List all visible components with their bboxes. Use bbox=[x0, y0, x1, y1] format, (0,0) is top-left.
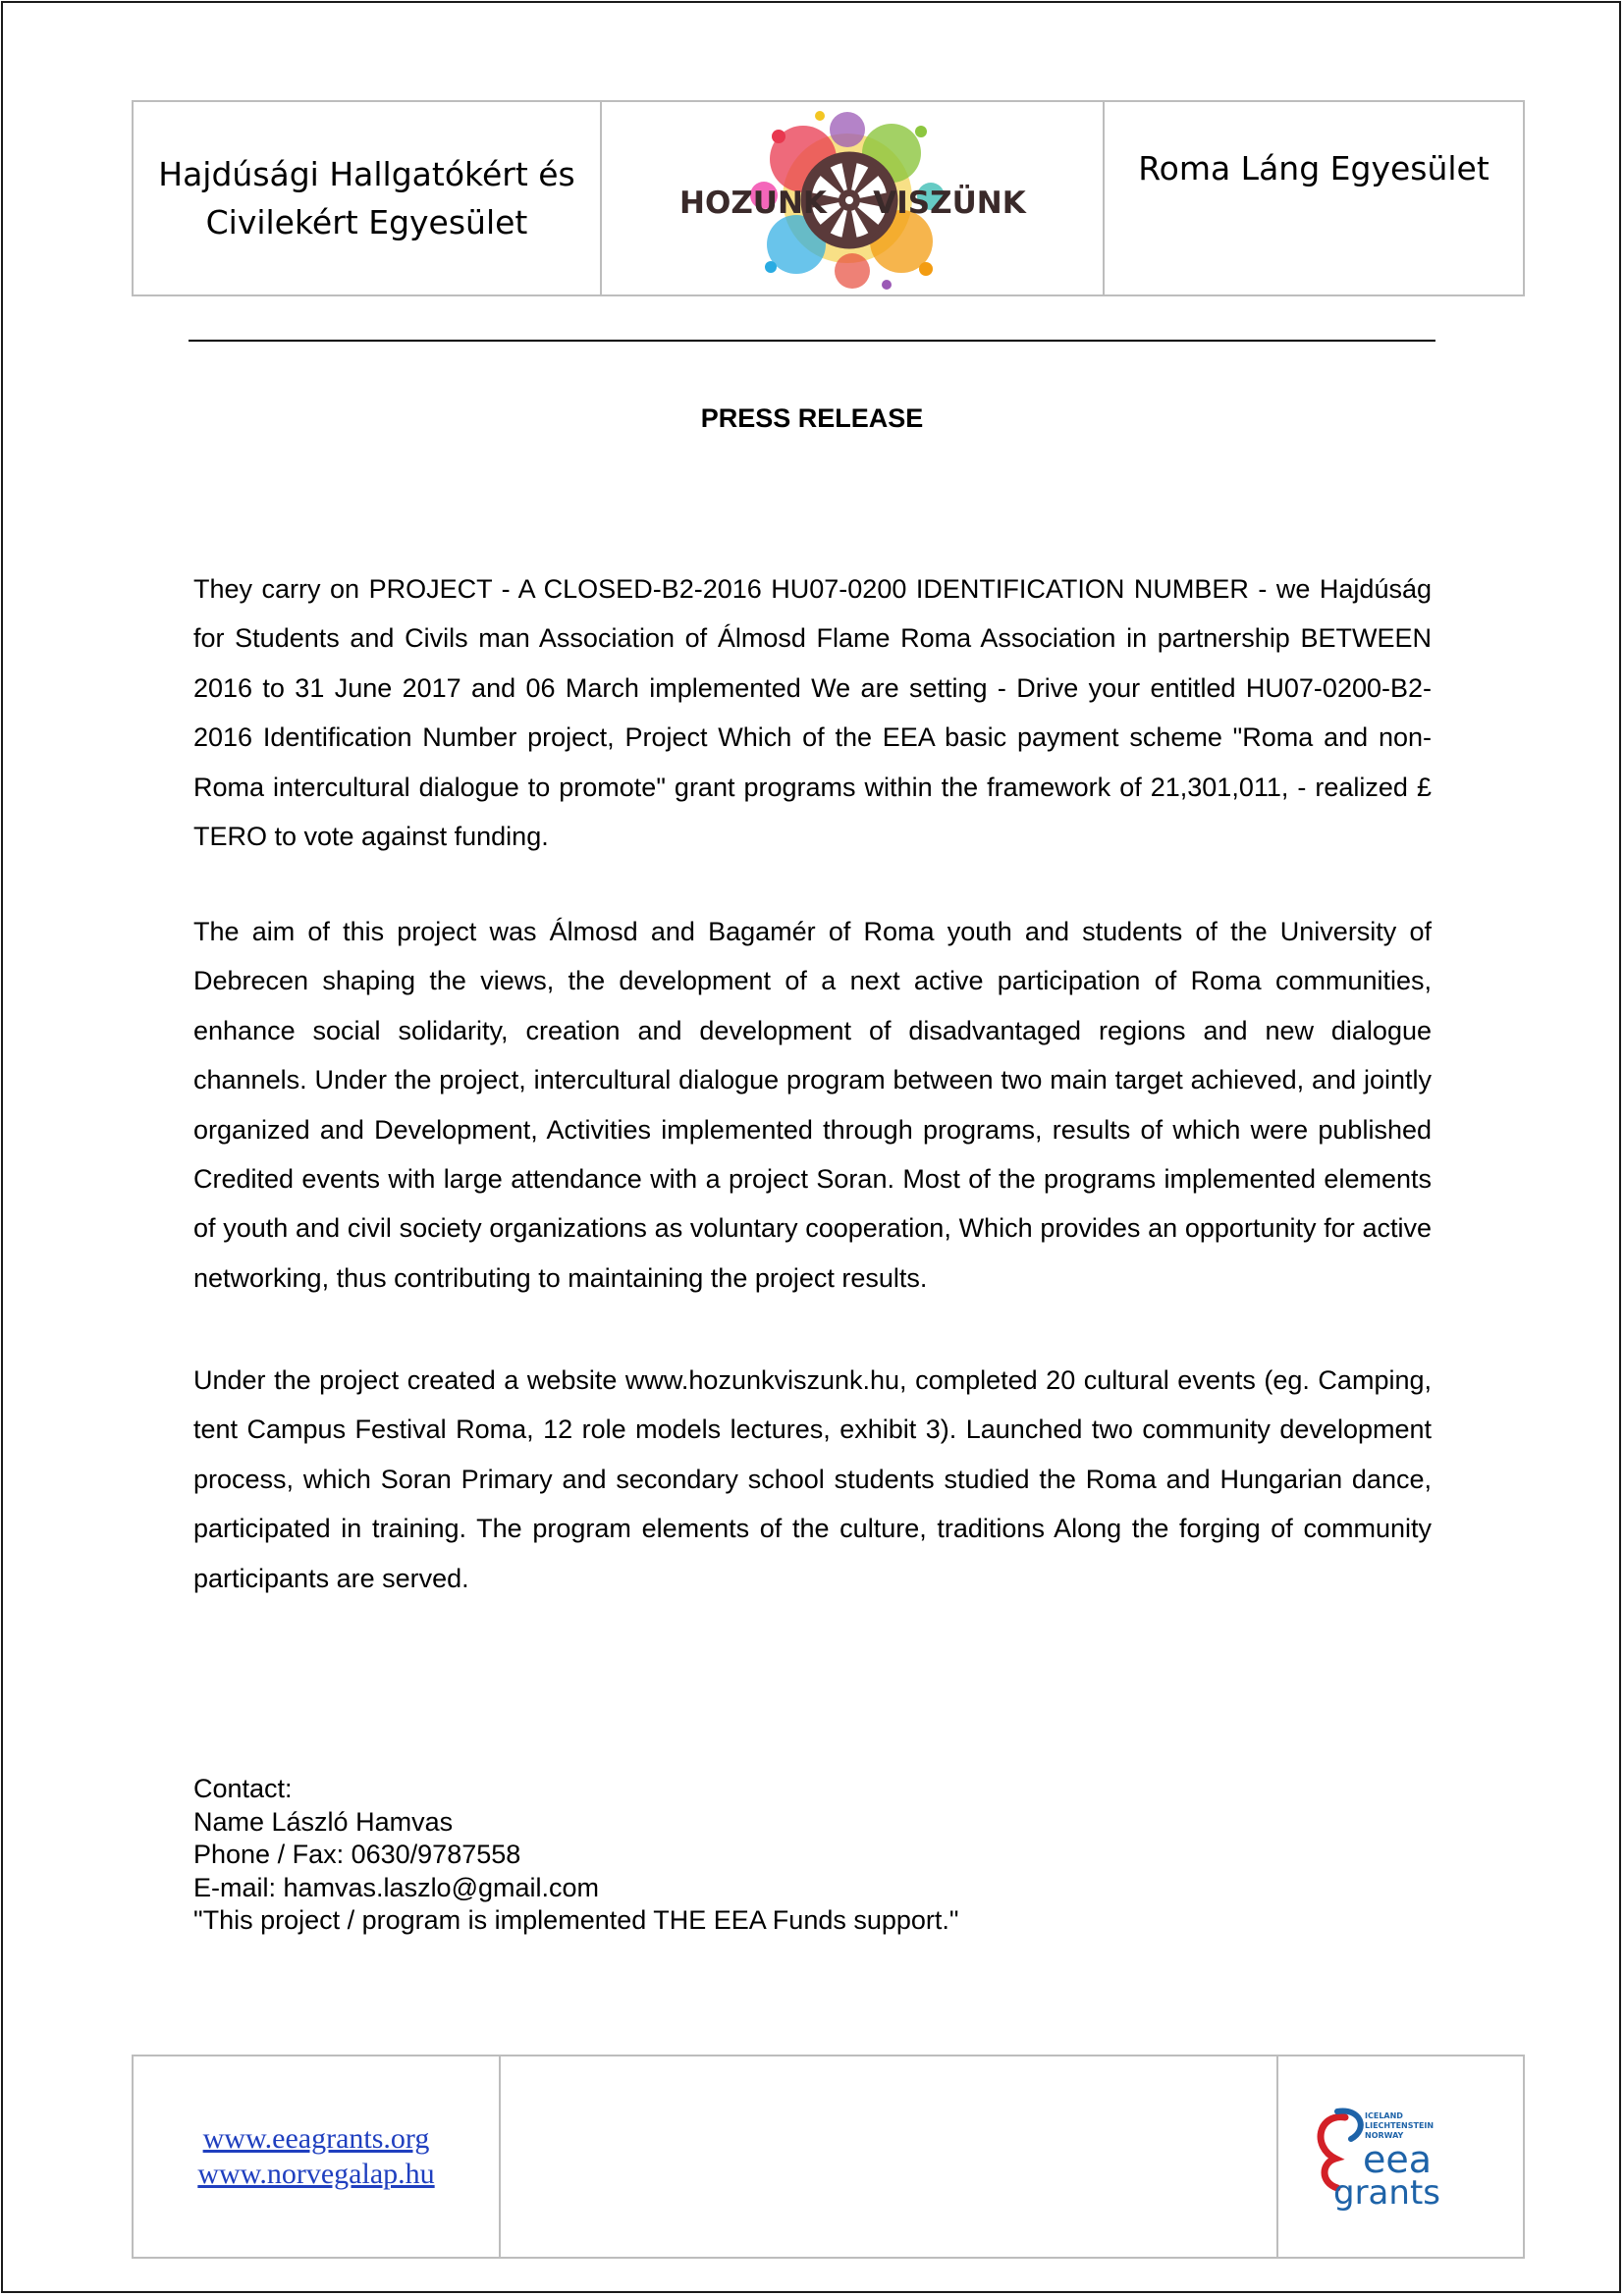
footer-cell-links bbox=[134, 2056, 501, 2257]
norvegalap-link[interactable]: www.norvegalap.hu bbox=[197, 2158, 435, 2190]
header-cell-logo bbox=[602, 102, 1105, 294]
logo-word-right: VISZÜNK bbox=[873, 186, 1026, 221]
contact-heading: Contact: bbox=[193, 1774, 293, 1803]
contact-block bbox=[193, 1773, 959, 1938]
paragraph-3: Under the project created a website www.hozunkviszunk.hu, completed 20 cultural events (eg. Camping, tent Campus Festival Roma, 12 role models lectures, exhibit 3). Launched two community development process, which Soran Primary and secondary school students studied the Roma and Hungarian dance, participated in training. The program elements of the culture, traditions Along the forging of community participants are served. bbox=[193, 1365, 1432, 1593]
eea-country-1: ICELAND bbox=[1365, 2111, 1403, 2120]
paragraph-1: They carry on PROJECT - A CLOSED-B2-2016 HU07-0200 IDENTIFICATION NUMBER - we Hajdúság for Students and Civils man Association of Álmosd Flame Roma Association in partnership BETWEEN 2016 to 31 June 2017 and 06 March implemented We are setting - Drive your entitled HU07-0200-B2-2016 Identification Number project, Project Which of the EEA basic payment scheme "Roma and non-Roma intercultural dialogue to promote" grant programs within the framework of 21,301,011, - realized £ TERO to vote against funding. bbox=[193, 574, 1432, 852]
footer-table bbox=[132, 2055, 1525, 2259]
footer-cell-empty bbox=[501, 2056, 1278, 2257]
grants-logo-word: grants bbox=[1333, 2173, 1440, 2213]
eea-country-2: LIECHTENSTEIN bbox=[1365, 2121, 1435, 2130]
contact-phone: Phone / Fax: 0630/9787558 bbox=[193, 1840, 521, 1870]
contact-name: Name László Hamvas bbox=[193, 1806, 454, 1837]
org-name-right: Roma Láng Egyesület bbox=[1138, 149, 1489, 187]
paragraph-2: The aim of this project was Álmosd and Bagamér of Roma youth and students of the University of Debrecen shaping the views, the development of a next active participation of Roma communities, enhance social solidarity, creation and development of disadvantaged regions and new dialogue channels. Under the project, intercultural dialogue program between two main target achieved, and jointly organized and Development, Activities implemented through programs, results of which were published Credited events with large attendance with a project Soran. Most of the programs implemented elements of youth and civil society organizations as voluntary cooperation, Which provides an opportunity for active networking, thus contributing to maintaining the project results. bbox=[193, 917, 1432, 1293]
logo-word-left: HOZUNK bbox=[679, 186, 827, 221]
header-cell-right bbox=[1105, 102, 1523, 294]
eeagrants-link[interactable]: www.eeagrants.org bbox=[202, 2122, 430, 2155]
eea-grants-logo bbox=[1278, 2056, 1445, 2257]
header-cell-left bbox=[134, 102, 602, 294]
eea-logo-word: eea bbox=[1363, 2138, 1433, 2181]
header-table bbox=[132, 100, 1525, 296]
eea-country-3: NORWAY bbox=[1365, 2131, 1404, 2140]
footer-cell-logo bbox=[1278, 2056, 1523, 2257]
header-divider bbox=[189, 340, 1435, 342]
hozunk-viszunk-logo bbox=[602, 102, 1101, 294]
contact-email: E-mail: hamvas.laszlo@gmail.com bbox=[193, 1872, 600, 1902]
funding-note: "This project / program is implemented THE EEA Funds support." bbox=[193, 1905, 959, 1936]
page-title: PRESS RELEASE bbox=[700, 403, 924, 433]
org-name-left: Hajdúsági Hallgatókért és Civilekért Egyesület bbox=[158, 155, 575, 241]
